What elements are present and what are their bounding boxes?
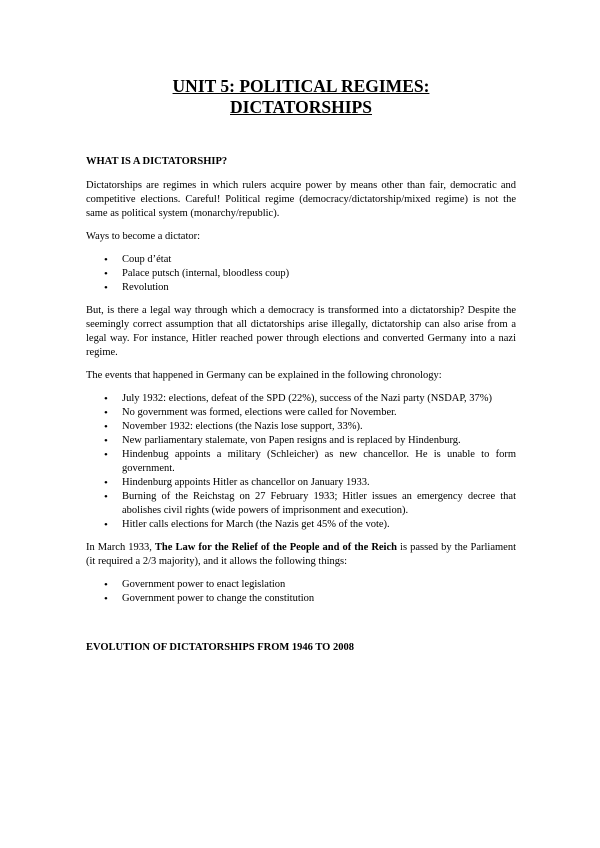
list-item: • Hindenburg appoints Hitler as chancellor on January 1933. — [122, 476, 516, 490]
ways-intro: Ways to become a dictator: — [86, 231, 201, 242]
title-line-2: DICTATORSHIPS — [230, 97, 372, 117]
law-text-post: is passed by the Parliament (it required a 2/3 majority), and it allows the following things: — [86, 542, 517, 567]
list-item: • Coup d’état — [122, 253, 516, 267]
list-item: • November 1932: elections (the Nazis lose support, 33%). — [122, 420, 516, 434]
powers-list — [86, 578, 516, 606]
document-page — [86, 76, 516, 653]
list-item: • July 1932: elections, defeat of the SPD (22%), success of the Nazi party (NSDAP, 37%) — [122, 392, 516, 406]
list-item: • Burning of the Reichstag on 27 February 1933; Hitler issues an emergency decree that abolishes civil rights (wide powers of imprisonment and execution). — [122, 490, 516, 518]
list-item: • Palace putsch (internal, bloodless coup) — [122, 267, 516, 281]
list-item: • Government power to enact legislation — [122, 578, 516, 592]
law-name: The Law for the Relief of the People and of the Reich — [154, 542, 397, 553]
list-item: • Government power to change the constitution — [122, 592, 516, 606]
list-item: • Hitler calls elections for March (the Nazis get 45% of the vote). — [122, 518, 516, 532]
chronology-list — [86, 392, 516, 532]
legal-way-paragraph: But, is there a legal way through which a democracy is transformed into a dictatorship? Despite the seemingly correct assumption that all dictatorships arise illegally, dictatorship can also arise from a legal way. For instance, Hitler reached power through elections and converted Germany into a nazi regime. — [86, 305, 516, 358]
law-paragraph — [86, 541, 516, 569]
list-item: • Hindenbug appoints a military (Schleicher) as new chancellor. He is unable to form government. — [122, 448, 516, 476]
list-item: • Revolution — [122, 281, 516, 295]
list-item: • No government was formed, elections were called for November. — [122, 406, 516, 420]
section-heading-what-is: WHAT IS A DICTATORSHIP? — [86, 156, 228, 167]
ways-list — [86, 253, 516, 295]
page-title — [86, 76, 516, 118]
list-item: • New parliamentary stalemate, von Papen resigns and is replaced by Hindenburg. — [122, 434, 516, 448]
law-text-pre: In March 1933, — [86, 542, 155, 553]
definition-paragraph: Dictatorships are regimes in which rulers acquire power by means other than fair, democratic and competitive elections. Careful! Political regime (democracy/dictatorship/mixed regime) is not the same as political system (monarchy/republic). — [86, 180, 516, 219]
chronology-intro: The events that happened in Germany can be explained in the following chronology: — [86, 370, 442, 381]
title-line-1: UNIT 5: POLITICAL REGIMES: — [172, 76, 430, 96]
section-heading-evolution: EVOLUTION OF DICTATORSHIPS FROM 1946 TO 2008 — [86, 642, 354, 653]
